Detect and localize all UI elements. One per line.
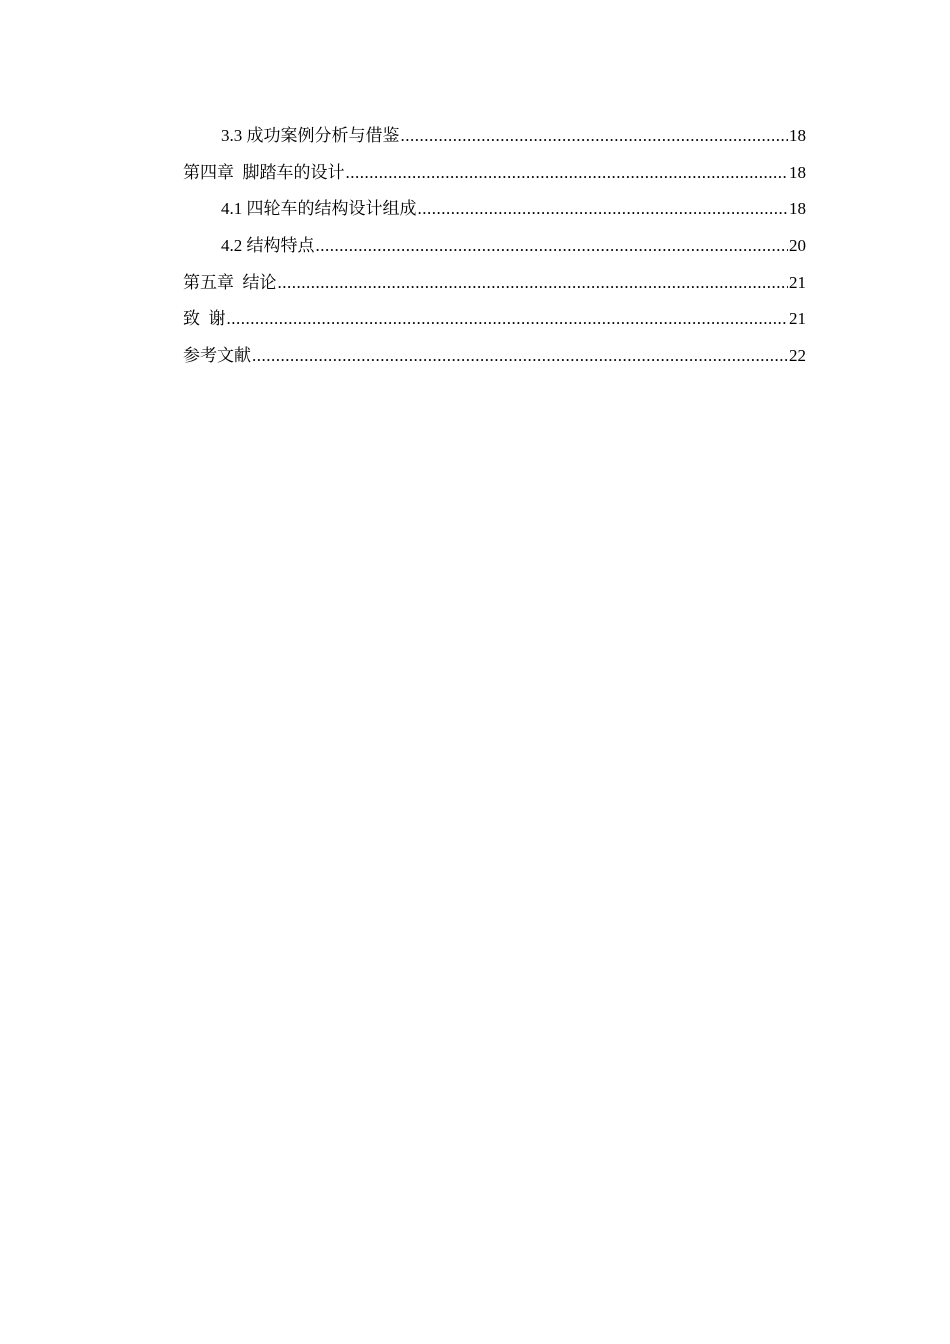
toc-entry-label: 第五章 结论 bbox=[183, 272, 277, 292]
toc-dot-leader bbox=[346, 159, 789, 187]
toc-entry-references[interactable] bbox=[183, 342, 806, 379]
toc-dot-leader bbox=[252, 342, 788, 370]
toc-dot-leader bbox=[401, 122, 789, 150]
toc-entry-chapter-4[interactable] bbox=[183, 159, 806, 196]
toc-entry-chapter-5[interactable] bbox=[183, 269, 806, 306]
toc-entry-4-2[interactable] bbox=[183, 232, 806, 269]
toc-page-number: 18 bbox=[789, 162, 806, 182]
toc-entry-label: 3.3 成功案例分析与借鉴 bbox=[221, 126, 400, 145]
toc-entry-acknowledgements[interactable] bbox=[183, 305, 806, 342]
toc-page-number: 21 bbox=[789, 272, 806, 292]
table-of-contents bbox=[183, 122, 806, 379]
toc-page-number: 18 bbox=[789, 126, 806, 145]
toc-page-number: 21 bbox=[789, 309, 806, 329]
toc-entry-3-3[interactable] bbox=[183, 122, 806, 159]
toc-entry-label: 参考文献 bbox=[183, 346, 251, 366]
toc-entry-label: 4.1 四轮车的结构设计组成 bbox=[221, 199, 417, 219]
toc-page-number: 20 bbox=[789, 236, 806, 256]
toc-entry-label: 第四章 脚踏车的设计 bbox=[183, 162, 345, 182]
toc-dot-leader bbox=[227, 305, 789, 333]
toc-page-number: 18 bbox=[789, 199, 806, 219]
toc-entry-label: 4.2 结构特点 bbox=[221, 236, 315, 256]
toc-dot-leader bbox=[316, 232, 789, 260]
toc-page-number: 22 bbox=[789, 346, 806, 366]
toc-dot-leader bbox=[278, 269, 789, 297]
toc-entry-4-1[interactable] bbox=[183, 195, 806, 232]
toc-dot-leader bbox=[418, 195, 789, 223]
toc-entry-label: 致 谢 bbox=[183, 309, 226, 329]
